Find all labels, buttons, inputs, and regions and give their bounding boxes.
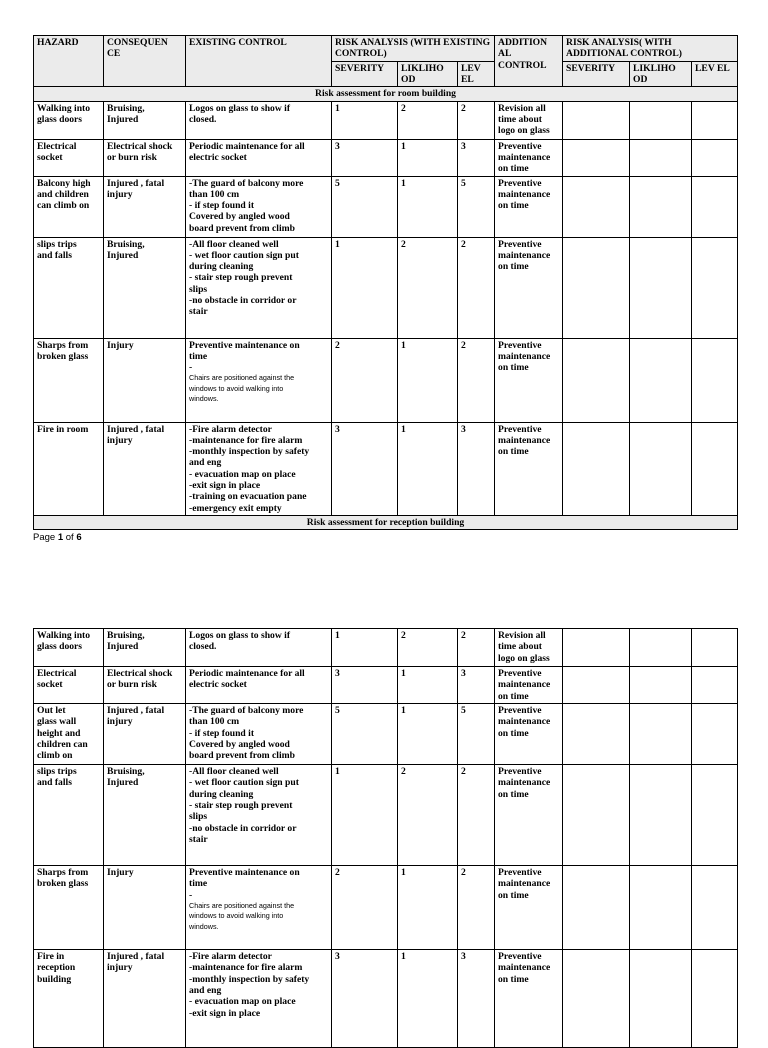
existing-control-cell-line: Covered by angled wood <box>189 738 290 750</box>
consequence-cell <box>104 667 186 704</box>
hazard-cell-line: can climb on <box>37 200 90 212</box>
consequence-cell-line: Bruising, <box>107 630 145 641</box>
hazard-cell <box>34 703 104 764</box>
consequence-cell-line: injury <box>107 962 133 974</box>
consequence-cell-line: Bruising, <box>107 102 145 114</box>
consequence-cell-line: or burn risk <box>107 679 157 691</box>
level-cell: 2 <box>458 338 495 422</box>
likelihood-cell: 1 <box>398 338 458 422</box>
additional-control-cell-line: Preventive <box>498 177 542 189</box>
risk-table-room <box>33 35 738 530</box>
likelihood-cell: 1 <box>398 176 458 237</box>
likelihood-additional-cell <box>630 139 692 176</box>
consequence-cell <box>104 865 186 949</box>
level-additional-cell <box>692 101 738 139</box>
additional-control-cell-line: Revision all <box>498 630 546 641</box>
likelihood-additional-cell <box>630 667 692 704</box>
existing-control-cell-line: - if step found it <box>189 200 255 212</box>
hazard-cell-line: climb on <box>37 750 73 762</box>
table-row <box>34 667 738 704</box>
existing-control-cell-line: -monthly inspection by safety <box>189 973 310 985</box>
header-risk-existing: RISK ANALYSIS (WITH EXISTING CONTROL) <box>332 36 495 62</box>
additional-control-cell <box>495 865 563 949</box>
existing-control-cell-line: closed. <box>189 641 217 653</box>
likelihood-additional-cell <box>630 338 692 422</box>
consequence-cell-line: Electrical shock <box>107 140 173 152</box>
consequence-cell-line: Injured , fatal <box>107 704 165 716</box>
existing-control-cell-line: - evacuation map on place <box>189 996 296 1008</box>
consequence-cell <box>104 629 186 667</box>
existing-control-cell <box>186 338 332 422</box>
additional-control-cell-line: on time <box>498 788 529 800</box>
hazard-cell-line: Walking into <box>37 102 91 114</box>
additional-control-cell-line: Preventive <box>498 704 542 716</box>
additional-control-cell-line: Revision all <box>498 102 546 114</box>
likelihood-additional-cell <box>630 422 692 516</box>
existing-control-cell-line: Covered by angled wood <box>189 211 290 223</box>
header-level-additional: LEV EL <box>692 61 738 87</box>
consequence-cell <box>104 101 186 139</box>
severity-cell: 5 <box>332 176 398 237</box>
level-additional-cell <box>692 422 738 516</box>
existing-control-cell <box>186 422 332 516</box>
severity-additional-cell <box>563 949 630 1047</box>
existing-control-cell-note-line: windows. <box>189 921 219 931</box>
hazard-cell-line: reception <box>37 962 76 974</box>
table-row <box>34 101 738 139</box>
additional-control-cell <box>495 629 563 667</box>
consequence-cell <box>104 764 186 865</box>
hazard-cell-line: Sharps from <box>37 339 89 351</box>
existing-control-cell-line: Periodic maintenance for all <box>189 140 305 152</box>
existing-control-cell-line: stair <box>189 306 208 318</box>
page-total: 6 <box>76 532 82 543</box>
table-row <box>34 764 738 865</box>
level-cell: 2 <box>458 101 495 139</box>
level-additional-cell <box>692 139 738 176</box>
hazard-cell-line: slips trips <box>37 765 77 777</box>
severity-additional-cell <box>563 139 630 176</box>
additional-control-cell <box>495 338 563 422</box>
existing-control-cell-note-line: windows to avoid walking into <box>189 383 284 393</box>
likelihood-cell: 1 <box>398 667 458 704</box>
consequence-cell-line: or burn risk <box>107 151 157 163</box>
hazard-cell <box>34 176 104 237</box>
additional-control-cell-line: on time <box>498 261 529 273</box>
severity-cell: 2 <box>332 865 398 949</box>
header-risk-additional: RISK ANALYSIS( WITH ADDITIONAL CONTROL) <box>563 36 738 62</box>
likelihood-additional-cell <box>630 949 692 1047</box>
existing-control-cell-line: -Fire alarm detector <box>189 950 272 962</box>
table-row <box>34 865 738 949</box>
additional-control-cell-line: maintenance <box>498 151 551 163</box>
additional-control-cell-line: Preventive <box>498 140 542 152</box>
existing-control-cell-line: - wet floor caution sign put <box>189 777 299 789</box>
existing-control-cell-line: - <box>189 889 193 901</box>
additional-control-cell <box>495 764 563 865</box>
severity-cell: 3 <box>332 949 398 1047</box>
existing-control-cell <box>186 176 332 237</box>
hazard-cell-line: Electrical <box>37 140 77 152</box>
additional-control-cell-line: maintenance <box>498 878 551 890</box>
severity-cell: 2 <box>332 338 398 422</box>
additional-control-cell <box>495 139 563 176</box>
existing-control-cell-line: -The guard of balcony more <box>189 177 304 189</box>
hazard-cell-line: glass wall <box>37 716 77 728</box>
likelihood-additional-cell <box>630 703 692 764</box>
additional-control-cell-line: Preventive <box>498 765 542 777</box>
severity-additional-cell <box>563 764 630 865</box>
additional-control-cell-line: maintenance <box>498 716 551 728</box>
existing-control-cell <box>186 949 332 1047</box>
likelihood-cell: 1 <box>398 139 458 176</box>
level-cell: 2 <box>458 865 495 949</box>
severity-additional-cell <box>563 865 630 949</box>
table-row <box>34 422 738 516</box>
table-row <box>34 949 738 1047</box>
hazard-cell <box>34 629 104 667</box>
table-body-room <box>34 101 738 515</box>
hazard-cell <box>34 667 104 704</box>
hazard-cell-line: slips trips <box>37 238 77 250</box>
existing-control-cell-line: - wet floor caution sign put <box>189 249 299 261</box>
existing-control-cell <box>186 865 332 949</box>
additional-control-cell-line: on time <box>498 362 529 374</box>
table-row <box>34 703 738 764</box>
consequence-cell-line: Bruising, <box>107 238 145 250</box>
existing-control-cell-line: electric socket <box>189 151 247 163</box>
additional-control-cell-line: logo on glass <box>498 652 550 664</box>
severity-additional-cell <box>563 101 630 139</box>
consequence-cell-line: Injured <box>107 641 139 653</box>
existing-control-cell-line: during cleaning <box>189 788 254 800</box>
consequence-cell-line: Injured , fatal <box>107 950 165 962</box>
hazard-cell-line: Fire in room <box>37 423 89 435</box>
hazard-cell-line: glass doors <box>37 641 83 653</box>
additional-control-cell-line: Preventive <box>498 339 542 351</box>
hazard-cell-line: and falls <box>37 777 72 789</box>
hazard-cell-line: Sharps from <box>37 866 89 878</box>
level-cell: 3 <box>458 139 495 176</box>
consequence-cell-line: Injured , fatal <box>107 177 165 189</box>
consequence-cell-line: Injured <box>107 777 139 789</box>
existing-control-cell-line: -monthly inspection by safety <box>189 446 310 458</box>
likelihood-additional-cell <box>630 865 692 949</box>
likelihood-cell: 2 <box>398 237 458 338</box>
hazard-cell <box>34 422 104 516</box>
severity-additional-cell <box>563 667 630 704</box>
consequence-cell <box>104 139 186 176</box>
level-additional-cell <box>692 629 738 667</box>
level-additional-cell <box>692 176 738 237</box>
page-number: 1 <box>57 532 64 543</box>
consequence-cell <box>104 703 186 764</box>
existing-control-cell-line: - if step found it <box>189 727 255 739</box>
likelihood-cell: 2 <box>398 101 458 139</box>
level-cell: 2 <box>458 237 495 338</box>
likelihood-additional-cell <box>630 101 692 139</box>
severity-cell: 1 <box>332 764 398 865</box>
existing-control-cell-line: time <box>189 878 208 890</box>
existing-control-cell <box>186 667 332 704</box>
likelihood-cell: 1 <box>398 422 458 516</box>
level-cell: 5 <box>458 703 495 764</box>
existing-control-cell-line: board prevent from climb <box>189 750 295 762</box>
consequence-cell-line: Injured , fatal <box>107 423 165 435</box>
severity-cell: 3 <box>332 139 398 176</box>
severity-additional-cell <box>563 176 630 237</box>
section-title-reception: Risk assessment for reception building <box>34 516 738 530</box>
additional-control-cell <box>495 101 563 139</box>
additional-control-cell-line: Preventive <box>498 423 542 435</box>
additional-control-cell-line: time about <box>498 113 542 125</box>
existing-control-cell-line: -maintenance for fire alarm <box>189 434 303 446</box>
existing-control-cell <box>186 764 332 865</box>
additional-control-cell-line: on time <box>498 973 529 985</box>
level-cell: 2 <box>458 629 495 667</box>
section-title-room: Risk assessment for room building <box>34 87 738 101</box>
additional-control-cell-line: maintenance <box>498 679 551 691</box>
existing-control-cell-line: and eng <box>189 457 222 469</box>
likelihood-cell: 2 <box>398 764 458 865</box>
header-likelihood-additional: LIKLIHO OD <box>630 61 692 87</box>
page-of: of <box>63 532 77 543</box>
level-additional-cell <box>692 667 738 704</box>
severity-additional-cell <box>563 703 630 764</box>
hazard-cell <box>34 101 104 139</box>
consequence-cell-line: Injured <box>107 249 139 261</box>
existing-control-cell-line: board prevent from climb <box>189 222 295 234</box>
additional-control-cell-line: logo on glass <box>498 125 550 137</box>
level-additional-cell <box>692 338 738 422</box>
hazard-cell-line: broken glass <box>37 878 89 890</box>
hazard-cell-line: Balcony high <box>37 177 91 189</box>
additional-control-cell-line: Preventive <box>498 950 542 962</box>
hazard-cell-line: socket <box>37 151 63 163</box>
existing-control-cell-line: - <box>189 362 193 374</box>
consequence-cell-line: injury <box>107 188 133 200</box>
additional-control-cell-line: on time <box>498 163 529 175</box>
existing-control-cell-line: slips <box>189 811 208 823</box>
severity-cell: 3 <box>332 422 398 516</box>
additional-control-cell-line: on time <box>498 889 529 901</box>
additional-control-cell-line: on time <box>498 727 529 739</box>
hazard-cell-line: broken glass <box>37 350 89 362</box>
existing-control-cell-line: Periodic maintenance for all <box>189 668 305 679</box>
hazard-cell <box>34 865 104 949</box>
table-row <box>34 237 738 338</box>
existing-control-cell-line: stair <box>189 833 208 845</box>
hazard-cell-line: height and <box>37 727 81 739</box>
existing-control-cell <box>186 629 332 667</box>
level-cell: 3 <box>458 667 495 704</box>
existing-control-cell-line: slips <box>189 283 208 295</box>
severity-additional-cell <box>563 422 630 516</box>
level-additional-cell <box>692 949 738 1047</box>
hazard-cell-line: Fire in <box>37 950 65 962</box>
hazard-cell <box>34 949 104 1047</box>
existing-control-cell-line: -All floor cleaned well <box>189 238 279 250</box>
existing-control-cell-line: - stair step rough prevent <box>189 272 293 284</box>
header-hazard: HAZARD <box>34 36 104 87</box>
additional-control-cell-line: on time <box>498 446 529 458</box>
existing-control-cell-line: -no obstacle in corridor or <box>189 295 297 307</box>
existing-control-cell-line: Logos on glass to show if <box>189 630 291 641</box>
severity-cell: 1 <box>332 101 398 139</box>
existing-control-cell-line: Preventive maintenance on <box>189 866 300 878</box>
additional-control-cell-line: maintenance <box>498 434 551 446</box>
hazard-cell-line: and children <box>37 188 89 200</box>
likelihood-additional-cell <box>630 237 692 338</box>
existing-control-cell-line: and eng <box>189 984 222 996</box>
level-cell: 5 <box>458 176 495 237</box>
hazard-cell <box>34 237 104 338</box>
hazard-cell-line: building <box>37 973 72 985</box>
existing-control-cell-line: -no obstacle in corridor or <box>189 822 297 834</box>
table-row <box>34 176 738 237</box>
additional-control-cell-line: maintenance <box>498 962 551 974</box>
severity-cell: 1 <box>332 629 398 667</box>
additional-control-cell <box>495 237 563 338</box>
likelihood-additional-cell <box>630 176 692 237</box>
likelihood-cell: 1 <box>398 949 458 1047</box>
likelihood-cell: 2 <box>398 629 458 667</box>
additional-control-cell <box>495 703 563 764</box>
level-cell: 2 <box>458 764 495 865</box>
consequence-cell-line: Bruising, <box>107 765 145 777</box>
level-additional-cell <box>692 237 738 338</box>
hazard-cell-line: Electrical <box>37 668 77 679</box>
existing-control-cell-line: closed. <box>189 113 217 125</box>
existing-control-cell-line: than 100 cm <box>189 188 240 200</box>
existing-control-cell <box>186 139 332 176</box>
page-footer <box>33 532 82 543</box>
consequence-cell-line: Injury <box>107 339 134 351</box>
additional-control-cell-line: Preventive <box>498 238 542 250</box>
header-additional-control: ADDITION AL CONTROL <box>495 36 563 87</box>
existing-control-cell-note-line: Chairs are positioned against the <box>189 373 295 383</box>
additional-control-cell <box>495 949 563 1047</box>
header-level: LEV EL <box>458 61 495 87</box>
consequence-cell <box>104 949 186 1047</box>
hazard-cell <box>34 764 104 865</box>
consequence-cell <box>104 338 186 422</box>
severity-additional-cell <box>563 237 630 338</box>
additional-control-cell-line: maintenance <box>498 249 551 261</box>
additional-control-cell <box>495 176 563 237</box>
consequence-cell-line: Electrical shock <box>107 668 173 679</box>
level-additional-cell <box>692 703 738 764</box>
table-body-reception <box>34 629 738 1048</box>
existing-control-cell-line: Logos on glass to show if <box>189 102 291 114</box>
existing-control-cell-note-line: windows. <box>189 394 219 404</box>
likelihood-cell: 1 <box>398 865 458 949</box>
header-severity: SEVERITY <box>332 61 398 87</box>
hazard-cell <box>34 139 104 176</box>
additional-control-cell-line: on time <box>498 200 529 212</box>
consequence-cell <box>104 237 186 338</box>
page-label: Page <box>33 532 58 543</box>
existing-control-cell <box>186 237 332 338</box>
level-additional-cell <box>692 764 738 865</box>
existing-control-cell-line: during cleaning <box>189 261 254 273</box>
consequence-cell-line: Injury <box>107 866 134 878</box>
severity-cell: 5 <box>332 703 398 764</box>
table-row <box>34 139 738 176</box>
existing-control-cell-note-line: windows to avoid walking into <box>189 911 284 921</box>
hazard-cell-line: Walking into <box>37 630 91 641</box>
hazard-cell-line: socket <box>37 679 63 691</box>
header-likelihood: LIKLIHO OD <box>398 61 458 87</box>
existing-control-cell-line: -emergency exit empty <box>189 502 282 514</box>
likelihood-additional-cell <box>630 764 692 865</box>
existing-control-cell-line: -exit sign in place <box>189 480 261 492</box>
table-row <box>34 338 738 422</box>
consequence-cell-line: injury <box>107 716 133 728</box>
existing-control-cell <box>186 101 332 139</box>
additional-control-cell-line: Preventive <box>498 668 542 679</box>
hazard-cell <box>34 338 104 422</box>
additional-control-cell-line: on time <box>498 690 529 702</box>
level-cell: 3 <box>458 949 495 1047</box>
additional-control-cell-line: maintenance <box>498 188 551 200</box>
level-cell: 3 <box>458 422 495 516</box>
existing-control-cell-note-line: Chairs are positioned against the <box>189 900 295 910</box>
hazard-cell-line: glass doors <box>37 113 83 125</box>
severity-additional-cell <box>563 629 630 667</box>
additional-control-cell-line: Preventive <box>498 866 542 878</box>
existing-control-cell-line: -All floor cleaned well <box>189 765 279 777</box>
severity-cell: 1 <box>332 237 398 338</box>
additional-control-cell <box>495 667 563 704</box>
existing-control-cell-line: - evacuation map on place <box>189 468 296 480</box>
additional-control-cell-line: maintenance <box>498 777 551 789</box>
existing-control-cell-line: -maintenance for fire alarm <box>189 962 303 974</box>
existing-control-cell-line: Preventive maintenance on <box>189 339 300 351</box>
existing-control-cell-line: -training on evacuation pane <box>189 491 307 503</box>
risk-table-reception <box>33 628 738 1048</box>
existing-control-cell-line: than 100 cm <box>189 716 240 728</box>
consequence-cell <box>104 422 186 516</box>
additional-control-cell-line: maintenance <box>498 350 551 362</box>
consequence-cell-line: Injured <box>107 113 139 125</box>
severity-cell: 3 <box>332 667 398 704</box>
severity-additional-cell <box>563 338 630 422</box>
existing-control-cell-line: -The guard of balcony more <box>189 704 304 716</box>
consequence-cell-line: injury <box>107 434 133 446</box>
additional-control-cell-line: time about <box>498 641 542 653</box>
header-consequence: CONSEQUEN CE <box>104 36 186 87</box>
hazard-cell-line: children can <box>37 738 88 750</box>
consequence-cell <box>104 176 186 237</box>
existing-control-cell-line: -Fire alarm detector <box>189 423 272 435</box>
existing-control-cell-line: time <box>189 350 208 362</box>
existing-control-cell-line: -exit sign in place <box>189 1007 261 1019</box>
level-additional-cell <box>692 865 738 949</box>
likelihood-additional-cell <box>630 629 692 667</box>
table-row <box>34 629 738 667</box>
existing-control-cell-line: electric socket <box>189 679 247 691</box>
additional-control-cell <box>495 422 563 516</box>
existing-control-cell-line: - stair step rough prevent <box>189 799 293 811</box>
existing-control-cell <box>186 703 332 764</box>
header-severity-additional: SEVERITY <box>563 61 630 87</box>
likelihood-cell: 1 <box>398 703 458 764</box>
hazard-cell-line: and falls <box>37 249 72 261</box>
header-existing-control: EXISTING CONTROL <box>186 36 332 87</box>
hazard-cell-line: Out let <box>37 704 66 716</box>
